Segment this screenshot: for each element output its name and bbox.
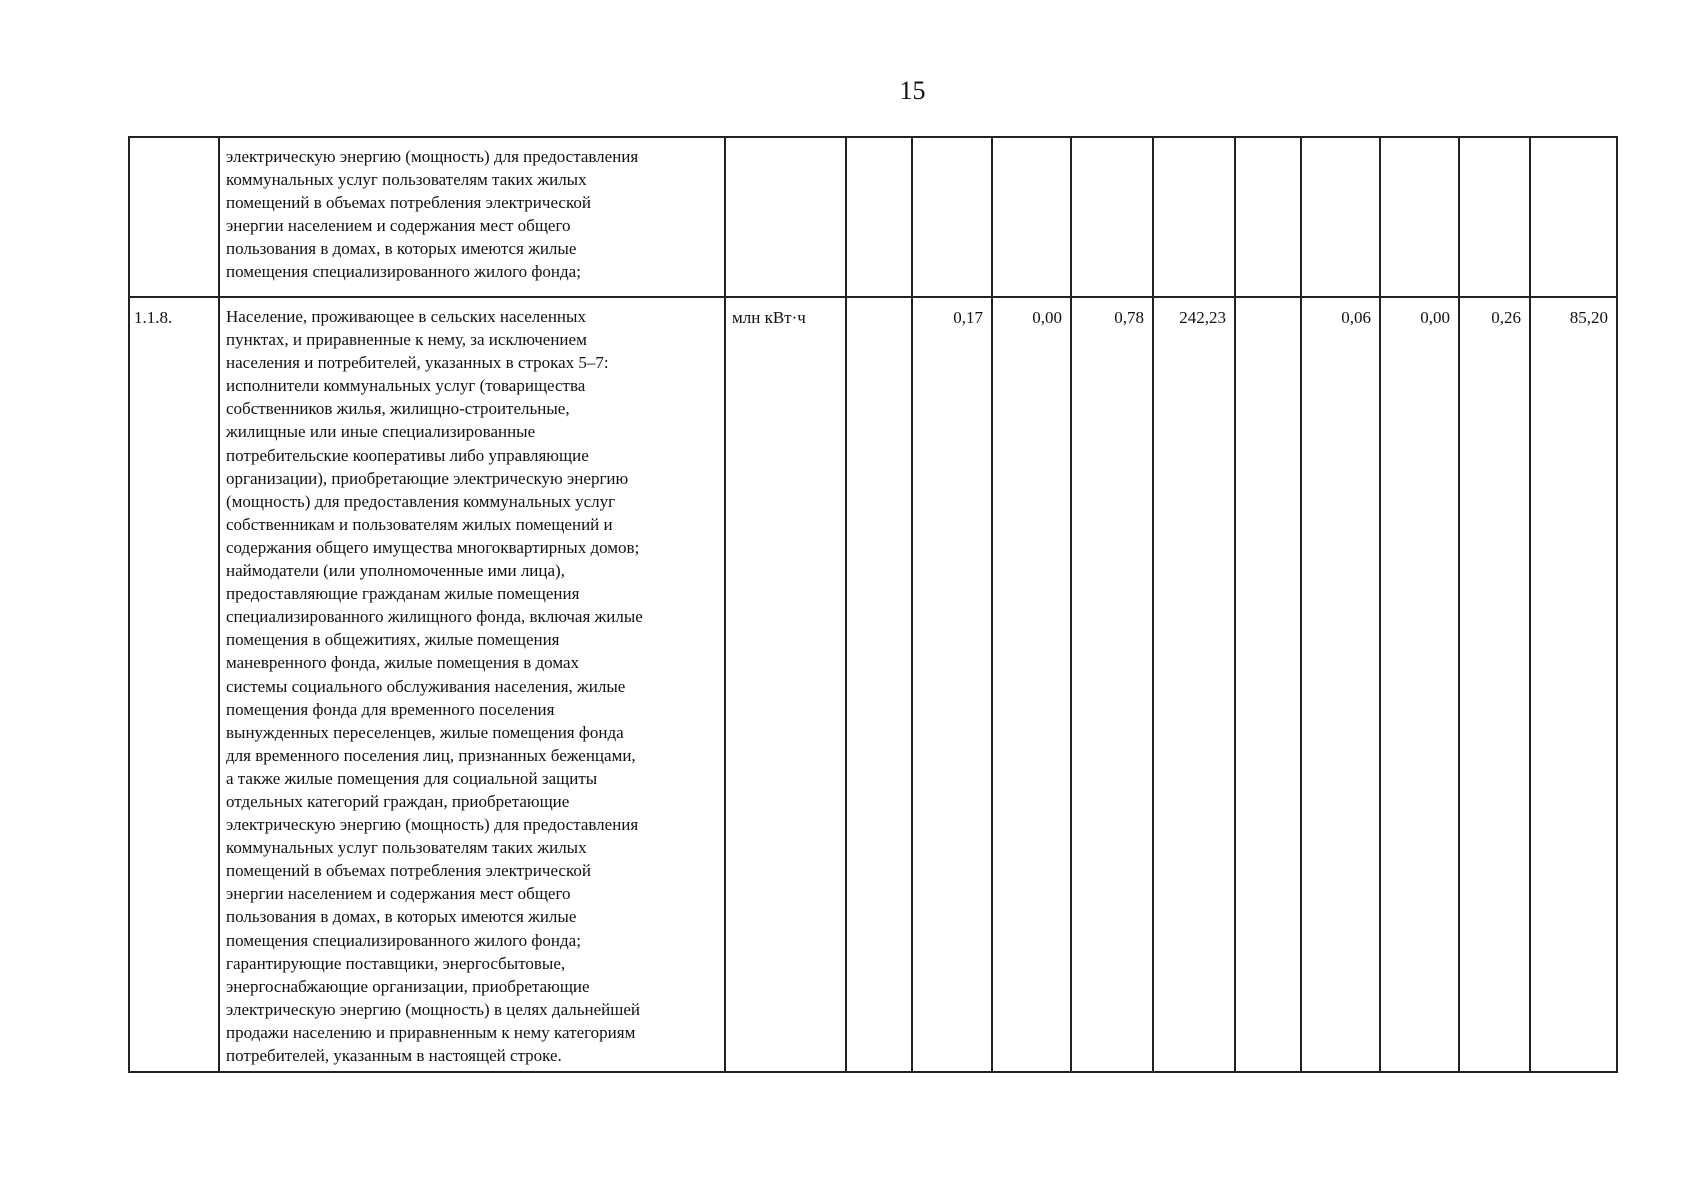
description-line: помещения фонда для временного поселения <box>226 699 555 719</box>
table-row <box>129 137 1617 297</box>
value-cell <box>1380 137 1459 297</box>
value-cell: 0,78 <box>1071 297 1153 1072</box>
description-line: коммунальных услуг пользователям таких жилых <box>226 838 587 858</box>
description-line: электрическую энергию (мощность) для предоставления <box>226 815 639 835</box>
row-description-cell <box>219 297 725 1072</box>
description-line: отдельных категорий граждан, приобретающие <box>226 791 570 811</box>
description-line: электрическую энергию (мощность) в целях дальнейшей <box>226 999 640 1019</box>
value-cell: 0,17 <box>912 297 992 1072</box>
description-line: энергии населением и содержания мест общего <box>226 216 571 236</box>
value-cell <box>912 137 992 297</box>
value-cell <box>846 297 912 1072</box>
description-line: а также жилые помещения для социальной защиты <box>226 768 598 788</box>
table-row <box>129 297 1617 1072</box>
row-description-cell <box>219 137 725 297</box>
description-line: гарантирующие поставщики, энергосбытовые, <box>226 953 566 973</box>
value-cell: 85,20 <box>1530 297 1617 1072</box>
description-line: Население, проживающее в сельских населенных <box>226 307 586 326</box>
description-line: помещений в объемах потребления электрической <box>226 861 591 881</box>
description-line: системы социального обслуживания населения, жилые <box>226 676 626 696</box>
value-cell <box>1530 137 1617 297</box>
row-number-cell <box>129 137 219 297</box>
description-line: электрическую энергию (мощность) для предоставления <box>226 147 639 166</box>
description-line: собственников жилья, жилищно-строительные, <box>226 399 570 419</box>
description-line: потребительские кооперативы либо управляющие <box>226 445 589 465</box>
description-line: коммунальных услуг пользователям таких жилых <box>226 170 587 190</box>
description-line: пунктах, и приравненные к нему, за исключением <box>226 330 587 350</box>
description-line: наймодатели (или уполномоченные ими лица), <box>226 561 565 581</box>
unit-cell: млн кВт·ч <box>725 297 846 1072</box>
description-line: энергии населением и содержания мест общего <box>226 884 571 904</box>
value-cell: 0,00 <box>1380 297 1459 1072</box>
description-line: жилищные или иные специализированные <box>226 422 536 442</box>
description-line: помещения в общежитиях, жилые помещения <box>226 630 560 650</box>
description-line: собственникам и пользователям жилых помещений и <box>226 514 613 534</box>
description-line: пользования в домах, в которых имеются жилые <box>226 239 577 259</box>
description-line: предоставляющие гражданам жилые помещения <box>226 584 580 604</box>
value-cell <box>1459 137 1530 297</box>
description-line: помещения специализированного жилого фонда; <box>226 930 581 950</box>
row-number-cell: 1.1.8. <box>129 297 219 1072</box>
description-line: вынужденных переселенцев, жилые помещения фонда <box>226 722 624 742</box>
value-cell <box>992 137 1071 297</box>
description-line: пользования в домах, в которых имеются жилые <box>226 907 577 927</box>
value-cell <box>1301 137 1380 297</box>
description-line: населения и потребителей, указанных в строках 5–7: <box>226 353 609 373</box>
value-cell <box>846 137 912 297</box>
description-line: организации), приобретающие электрическую энергию <box>226 468 629 488</box>
value-cell <box>1235 297 1301 1072</box>
description-line: содержания общего имущества многоквартирных домов; <box>226 537 640 557</box>
description-line: специализированного жилищного фонда, включая жилые <box>226 607 643 627</box>
description-line: помещения специализированного жилого фонда; <box>226 262 581 282</box>
description-line: энергоснабжающие организации, приобретающие <box>226 976 590 996</box>
description-line: потребителей, указанным в настоящей строке. <box>226 1046 562 1065</box>
description-line: исполнители коммунальных услуг (товарищества <box>226 376 586 396</box>
unit-cell <box>725 137 846 297</box>
value-cell <box>1071 137 1153 297</box>
value-cell <box>1153 137 1235 297</box>
value-cell: 0,00 <box>992 297 1071 1072</box>
page-number: 15 <box>899 76 926 105</box>
description-line: (мощность) для предоставления коммунальных услуг <box>226 491 616 511</box>
description-line: для временного поселения лиц, признанных беженцами, <box>226 745 636 765</box>
description-line: помещений в объемах потребления электрической <box>226 193 591 213</box>
value-cell: 0,06 <box>1301 297 1380 1072</box>
value-cell: 242,23 <box>1153 297 1235 1072</box>
tariff-table <box>128 136 1618 1073</box>
value-cell: 0,26 <box>1459 297 1530 1072</box>
value-cell <box>1235 137 1301 297</box>
description-line: продажи населению и приравненным к нему категориям <box>226 1022 636 1042</box>
description-line: маневренного фонда, жилые помещения в домах <box>226 653 580 673</box>
